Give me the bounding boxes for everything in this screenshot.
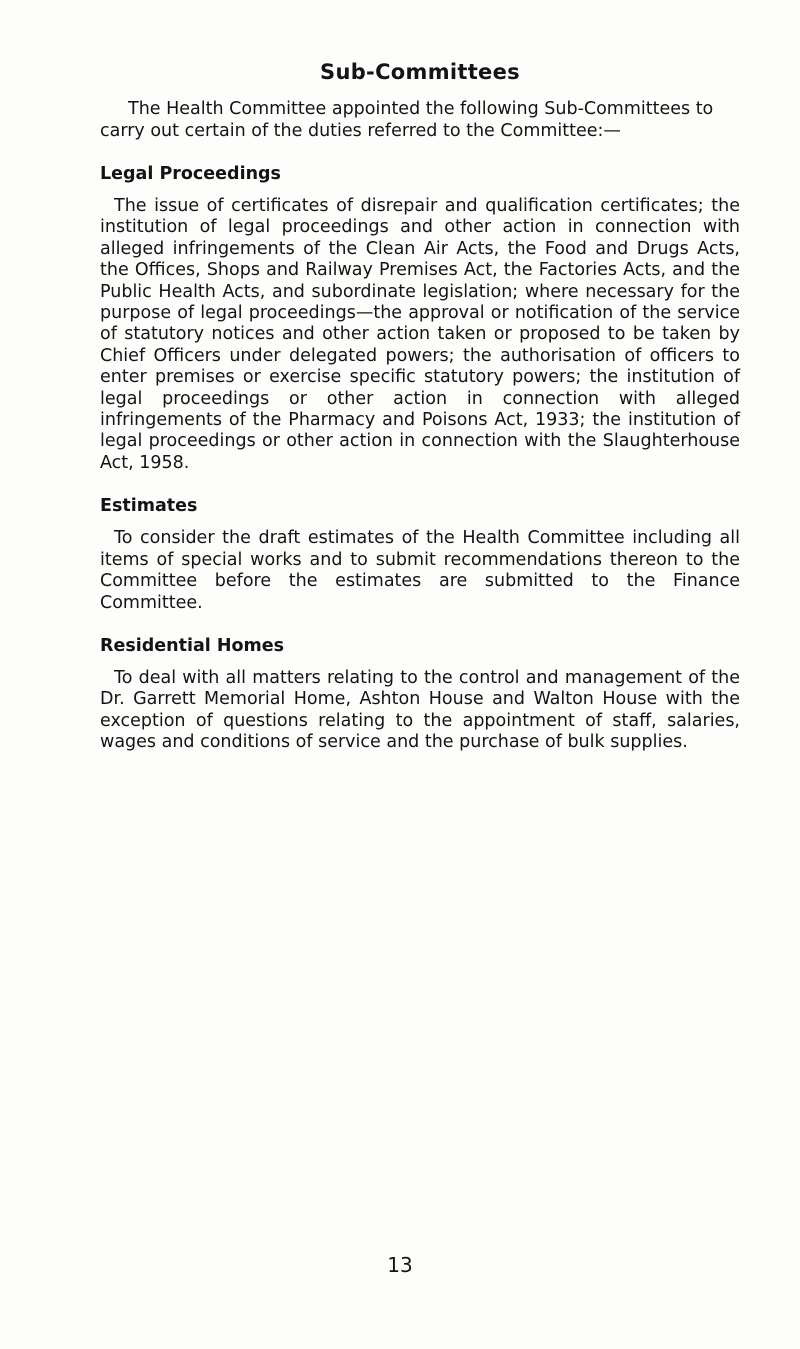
section-heading: Estimates <box>100 496 198 517</box>
section-estimates <box>100 496 740 614</box>
section-paragraph: To deal with all matters relating to the control and management of the Dr. Garrett Memorial Home, Ashton House and Walton House with the exception of questions relating to the appointment of staff, salaries, wages and conditions of service and the purchase of bulk supplies. <box>100 667 740 753</box>
section-heading: Residential Homes <box>100 635 285 656</box>
section-paragraph: To consider the draft estimates of the Health Committee including all items of special works and to submit recommendations thereon to the Committee before the estimates are submitted to the Finance Committee. <box>100 528 740 613</box>
section-heading: Legal Proceedings <box>100 164 281 184</box>
section-legal-proceedings <box>100 164 740 474</box>
section-residential-homes <box>100 636 740 754</box>
page-title: Sub-Committees <box>320 60 520 84</box>
intro-paragraph: The Health Committee appointed the following Sub-Committees to carry out certain of the duties referred to the Committee:— <box>100 99 714 141</box>
page-number: 13 <box>387 1253 413 1277</box>
document-page <box>100 60 740 776</box>
section-paragraph: The issue of certificates of disrepair and qualification certificates; the institution of legal proceedings and other action in connection with alleged infringements of the Clean Air Acts, the Food and Drugs Acts, the Offices, Shops and Railway Premises Act, the Factories Acts, and the Public Health Acts, and subordinate legislation; where necessary for the purpose of legal proceedings—the approval or notification of the service of statutory notices and other action taken or proposed to be taken by Chief Officers under delegated powers; the authorisation of officers to enter premises or exercise specific statutory powers; the institution of legal proceedings or other action in connection with alleged infringements of the Pharmacy and Poisons Act, 1933; the institution of legal proceedings or other action in connection with the Slaughterhouse Act, 1958. <box>100 196 740 473</box>
